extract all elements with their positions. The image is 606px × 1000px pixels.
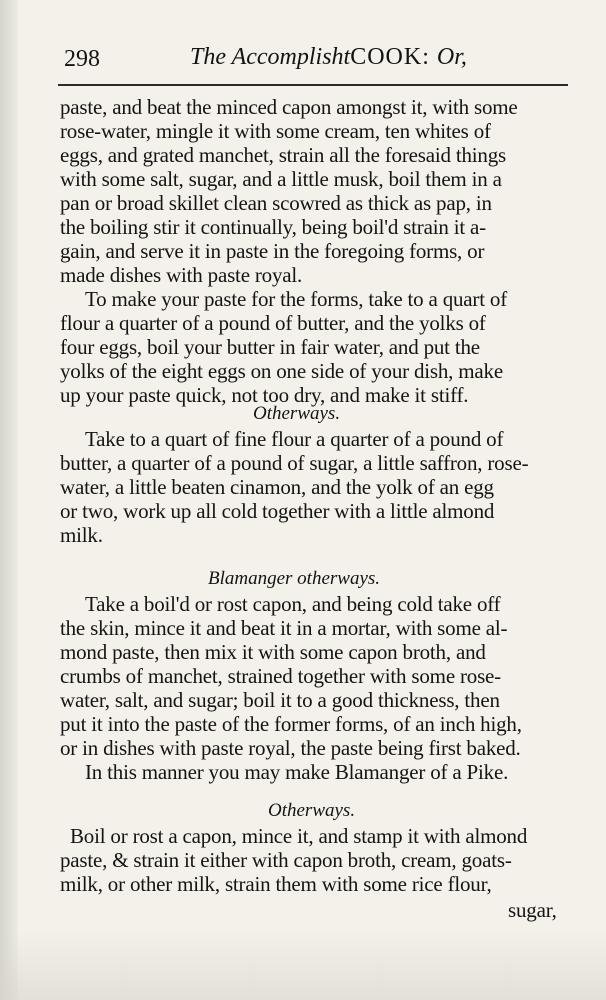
text-line: paste, and beat the minced capon amongst it, with some	[60, 95, 518, 119]
text-line: eggs, and grated manchet, strain all the foresaid things	[60, 143, 506, 167]
running-title-caps: COOK:	[350, 44, 437, 70]
paragraph-first-line: Take to a quart of fine flour a quarter of a pound of	[85, 427, 504, 451]
text-line: pan or broad skillet clean scowred as thick as pap, in	[60, 191, 492, 215]
text-line: four eggs, boil your butter in fair water, and put the	[60, 335, 480, 359]
text-line: the boiling stir it continually, being boil'd strain it a-	[60, 215, 486, 239]
paragraph-first-line: Take a boil'd or rost capon, and being cold take off	[85, 592, 501, 616]
text-line: made dishes with paste royal.	[60, 263, 303, 287]
paragraph-first-line: Boil or rost a capon, mince it, and stamp it with almond	[70, 824, 528, 848]
text-line: or in dishes with paste royal, the paste being first baked.	[60, 736, 521, 760]
text-line: up your paste quick, not too dry, and make it stiff.	[60, 383, 469, 407]
text-line: crumbs of manchet, strained together with some rose-	[60, 664, 501, 688]
text-line: with some salt, sugar, and a little musk, boil them in a	[60, 167, 502, 191]
section-heading: Otherways.	[253, 403, 341, 424]
paragraph-first-line: In this manner you may make Blamanger of a Pike.	[85, 760, 509, 784]
text-line: rose-water, mingle it with some cream, ten whites of	[60, 119, 491, 143]
text-line: yolks of the eight eggs on one side of your dish, make	[60, 359, 503, 383]
section-heading: Otherways.	[268, 800, 356, 821]
page-bottom-shadow	[0, 930, 606, 1000]
section-heading: Blamanger otherways.	[208, 568, 381, 589]
text-line: or two, work up all cold together with a little almond	[60, 499, 495, 523]
text-line: mond paste, then mix it with some capon broth, and	[60, 640, 486, 664]
paragraph-first-line: To make your paste for the forms, take to a quart of	[85, 287, 507, 311]
text-line: milk, or other milk, strain them with some rice flour,	[60, 872, 492, 896]
running-title	[190, 44, 467, 71]
text-line: water, salt, and sugar; boil it to a good thickness, then	[60, 688, 500, 712]
text-line: the skin, mince it and beat it in a mortar, with some al-	[60, 616, 508, 640]
page-number: 298	[64, 46, 100, 72]
catchword: sugar,	[508, 898, 557, 922]
text-line: water, a little beaten cinamon, and the yolk of an egg	[60, 475, 494, 499]
text-line: gain, and serve it in paste in the foregoing forms, or	[60, 239, 485, 263]
page-header	[58, 40, 568, 80]
running-title-italic: The Accomplisht	[190, 44, 351, 70]
running-title-tail: Or,	[436, 44, 467, 70]
text-line: milk.	[60, 523, 103, 547]
page-gutter-shadow	[0, 0, 18, 1000]
header-rule	[58, 84, 568, 86]
text-line: flour a quarter of a pound of butter, and the yolks of	[60, 311, 486, 335]
text-line: paste, & strain it either with capon broth, cream, goats-	[60, 848, 512, 872]
text-line: put it into the paste of the former forms, of an inch high,	[60, 712, 522, 736]
text-line: butter, a quarter of a pound of sugar, a little saffron, rose-	[60, 451, 529, 475]
